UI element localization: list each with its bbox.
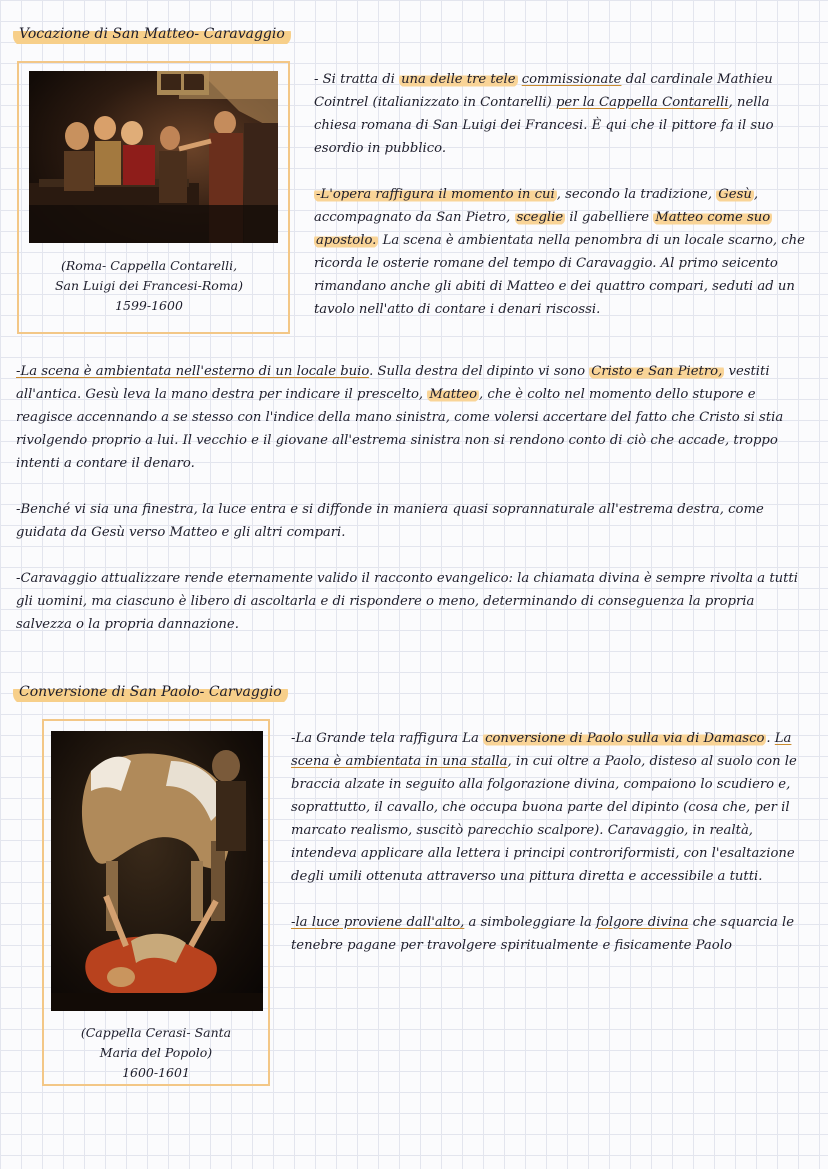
text-run: , nella chiesa romana di San Luigi dei Francesi. È qui che il pittore fa il suo esordio in pubblico. <box>314 95 774 156</box>
painting-frame-vocazione <box>17 61 290 334</box>
highlight: conversione di Paolo sulla via di Damasco <box>485 731 765 746</box>
caption-line: 1599-1600 <box>115 298 183 313</box>
caption-line: (Roma- Cappella Contarelli, <box>60 258 238 273</box>
caption-line: San Luigi dei Francesi-Roma) <box>54 278 244 293</box>
caption-vocazione <box>24 256 274 316</box>
text-run: - Si tratta di <box>314 72 400 87</box>
paragraph-luce-alto <box>291 911 815 957</box>
text-run: , che è colto nel momento dello stupore e reagisce accennando a se stesso con l'indice della mano sinistra, come volersi accertare del fatto che Cristo si stia rivolgendo proprio a lui. Il vecchio e il giovane all'estrema sinistra non si rendono conto di ciò che accade, troppo intenti a contare il denaro. <box>16 387 784 471</box>
caption-line: 1600-1601 <box>122 1065 190 1080</box>
paragraph-attualizzare: -Caravaggio attualizzare rende eternamente valido il racconto evangelico: la chiamata divina è sempre rivolta a tutti gli uomini, ma ciascuno è libero di ascoltarla e di rispondere o meno, determinando di conseguenza la propria salvezza o la propria dannazione. <box>16 571 798 632</box>
text-run: . <box>766 731 775 746</box>
underlined-text: -la luce proviene dall'alto, <box>291 915 465 930</box>
underlined-text: La scena è ambientata in una stalla <box>291 731 792 769</box>
text-run: , in cui oltre a Paolo, disteso al suolo con le braccia alzate in seguito alla folgorazione divina, compaiono lo scudiero e, soprattutto, il cavallo, che occupa buona parte del dipinto (cosa che, per il marcato realismo, suscitò parecchio scalpore). Caravaggio, in realtà, intendeva applicare alla lettera i principi controriformisti, con l'esaltazione degli umili ottenuta attraverso una pittura diretta e accessibile a tutti. <box>291 754 797 884</box>
highlight: Cristo e San Pietro, <box>591 364 723 379</box>
highlight: Gesù <box>718 187 752 202</box>
underlined-text: folgore divina <box>596 915 689 930</box>
text-run: , secondo la tradizione, <box>556 187 717 202</box>
text-run: dal cardinale Mathieu Cointrel (italianizzato in Contarelli) <box>314 72 773 110</box>
text-run: -La Grande tela raffigura La <box>291 731 484 746</box>
text-run: La scena è ambientata nella penombra di un locale scarno, che ricorda le osterie romane del tempo di Caravaggio. Al primo seicento rimandano anche gli abiti di Matteo e dei quattro compari, seduti ad un tavolo nell'atto di contare i denari riscossi. <box>314 233 805 317</box>
paragraph-scena <box>16 360 812 475</box>
painting-conversione-image <box>51 731 263 1011</box>
underlined-text: -La scena è ambientata nell'esterno di un locale buio <box>16 364 370 379</box>
caption-conversione <box>46 1023 266 1083</box>
text-run: . Sulla destra del dipinto vi sono <box>369 364 590 379</box>
text-run: , accompagnato da San Pietro, <box>314 187 759 225</box>
painting-frame-conversione <box>42 719 270 1086</box>
caption-line: (Cappella Cerasi- Santa <box>80 1025 232 1040</box>
text-run: il gabelliere <box>565 210 654 225</box>
highlight: Matteo <box>429 387 478 402</box>
underlined-text: per la Cappella Contarelli <box>555 95 729 110</box>
caption-line: Maria del Popolo) <box>99 1045 213 1060</box>
vocazione-intro-text <box>314 68 812 321</box>
text-run: a simboleggiare la <box>464 915 597 930</box>
vocazione-analysis-text <box>16 360 812 636</box>
highlight: -L'opera raffigura il momento in cui <box>316 187 555 202</box>
paragraph-luce: -Benché vi sia una finestra, la luce entra e si diffonde in maniera quasi soprannaturale all'estrema destra, come guidata da Gesù verso Matteo e gli altri compari. <box>16 502 764 540</box>
text-run: che squarcia le tenebre pagane per travolgere spiritualmente e fisicamente Paolo <box>291 915 795 953</box>
highlight: sceglie <box>516 210 564 225</box>
section-title-conversione: Conversione di San Paolo- Carvaggio <box>13 681 288 704</box>
text-run: vestiti all'antica. Gesù leva la mano destra per indicare il prescelto, <box>16 364 770 402</box>
highlight: una delle tre tele <box>401 72 516 87</box>
paragraph-momento <box>314 183 812 321</box>
conversione-text <box>291 727 815 957</box>
painting-vocazione-image <box>29 71 278 243</box>
highlight: Matteo come suo apostolo. <box>316 210 771 248</box>
paragraph-commissione <box>314 68 812 160</box>
paragraph-tela <box>291 727 815 888</box>
underlined-text: commissionate <box>521 72 622 87</box>
section-title-vocazione: Vocazione di San Matteo- Caravaggio <box>13 23 291 46</box>
